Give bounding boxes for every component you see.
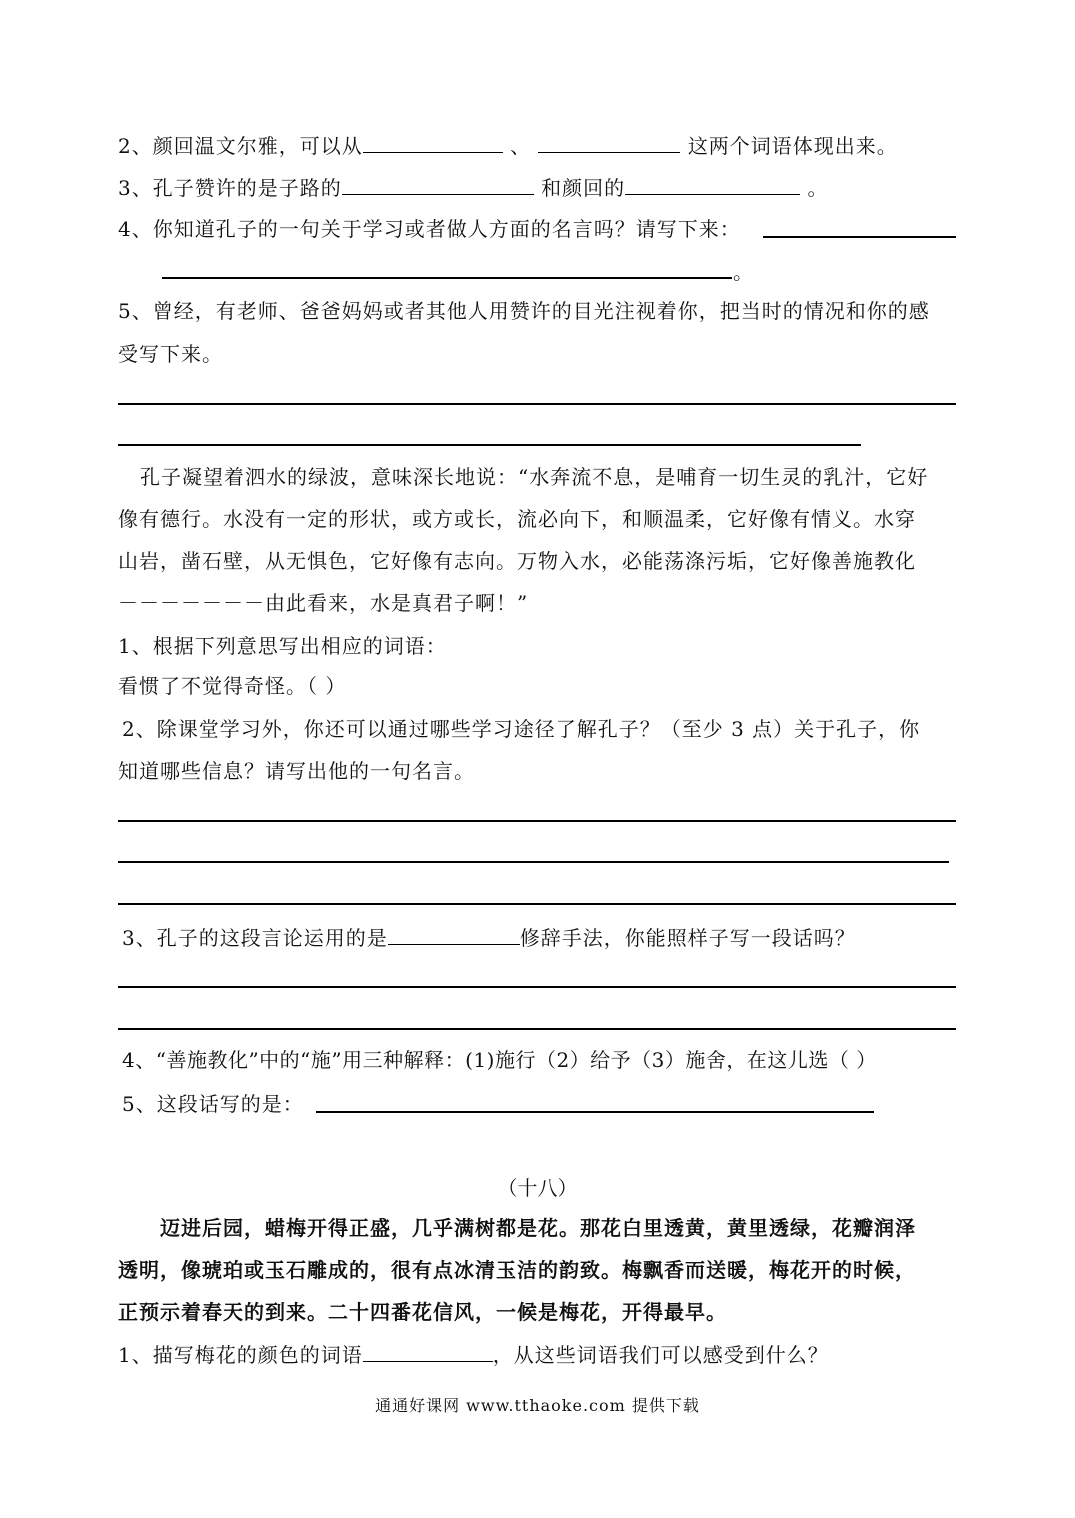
answer-blank[interactable] bbox=[342, 172, 534, 195]
footer-text: 通通好课网 www.tthaoke.com 提供下载 bbox=[375, 1396, 700, 1415]
question-5: 5、这段话写的是： bbox=[122, 1092, 304, 1116]
answer-line[interactable] bbox=[316, 1111, 874, 1113]
answer-line[interactable] bbox=[763, 236, 956, 238]
answer-blank[interactable] bbox=[625, 172, 800, 195]
answer-line[interactable] bbox=[118, 903, 956, 905]
question-2-line1: 2、除课堂学习外，你还可以通过哪些学习途径了解孔子？（至少 3 点）关于孔子，你 bbox=[122, 717, 921, 741]
question-4: 4、“善施教化”中的“施”用三种解释：(1)施行（2）给予（3）施舍，在这儿选（ ） bbox=[122, 1048, 877, 1072]
question-4-end: 。 bbox=[733, 260, 754, 284]
passage-line: 山岩，凿石壁，从无惧色，它好像有志向。万物入水，必能荡涤污垢，它好像善施教化 bbox=[118, 549, 916, 573]
answer-line[interactable] bbox=[118, 403, 956, 405]
question-5-line2: 受写下来。 bbox=[118, 342, 223, 366]
question-5-line1: 5、曾经，有老师、爸爸妈妈或者其他人用赞许的目光注视着你，把当时的情况和你的感 bbox=[118, 299, 930, 323]
question-1-text: 1、描写梅花的颜色的词语 bbox=[118, 1343, 363, 1367]
passage-line: 正预示着春天的到来。二十四番花信风，一候是梅花，开得最早。 bbox=[118, 1300, 727, 1324]
question-4-text: 4、你知道孔子的一句关于学习或者做人方面的名言吗？请写下来： bbox=[118, 217, 741, 241]
answer-blank[interactable] bbox=[363, 1339, 493, 1362]
question-3 bbox=[122, 922, 856, 952]
question-1a: 看惯了不觉得奇怪。（ ） bbox=[118, 674, 347, 698]
question-3-end: 。 bbox=[807, 176, 829, 200]
answer-line[interactable] bbox=[162, 277, 732, 279]
question-1-tail: ，从这些词语我们可以感受到什么？ bbox=[492, 1343, 829, 1367]
passage-line: 像有德行。水没有一定的形状，或方或长，流必向下，和顺温柔，它好像有情义。水穿 bbox=[118, 507, 916, 531]
passage-line: 孔子凝望着泗水的绿波，意味深长地说：“水奔流不息，是哺育一切生灵的乳汁，它好 bbox=[140, 465, 929, 489]
answer-line[interactable] bbox=[118, 861, 949, 863]
answer-line[interactable] bbox=[118, 444, 861, 446]
question-2 bbox=[118, 130, 898, 160]
answer-blank[interactable] bbox=[388, 922, 520, 945]
passage-line: 迈进后园，蜡梅开得正盛，几乎满树都是花。那花白里透黄，黄里透绿，花瓣润泽 bbox=[160, 1216, 916, 1240]
answer-line[interactable] bbox=[118, 820, 956, 822]
question-2-tail: 这两个词语体现出来。 bbox=[687, 134, 898, 158]
section-heading: （十八） bbox=[497, 1176, 578, 1200]
question-1 bbox=[118, 1339, 829, 1369]
question-2-text: 2、颜回温文尔雅，可以从 bbox=[118, 134, 363, 158]
passage-line: 透明，像琥珀或玉石雕成的，很有点冰清玉洁的韵致。梅飘香而送暖，梅花开的时候， bbox=[118, 1258, 916, 1282]
question-3-mid: 和颜回的 bbox=[541, 176, 626, 200]
separator: 、 bbox=[510, 134, 532, 158]
question-2-line2: 知道哪些信息？请写出他的一句名言。 bbox=[118, 759, 475, 783]
answer-line[interactable] bbox=[118, 986, 956, 988]
question-3-text: 3、孔子赞许的是子路的 bbox=[118, 176, 342, 200]
answer-blank[interactable] bbox=[538, 130, 680, 153]
answer-blank[interactable] bbox=[363, 130, 503, 153]
question-3-tail: 修辞手法，你能照样子写一段话吗？ bbox=[519, 926, 856, 950]
answer-line[interactable] bbox=[118, 1028, 956, 1030]
question-3 bbox=[118, 172, 828, 202]
question-3-text: 3、孔子的这段言论运用的是 bbox=[122, 926, 388, 950]
question-4 bbox=[118, 215, 741, 243]
question-1: 1、根据下列意思写出相应的词语： bbox=[118, 634, 447, 658]
passage-line: －－－－－－－由此看来，水是真君子啊！” bbox=[118, 591, 529, 615]
